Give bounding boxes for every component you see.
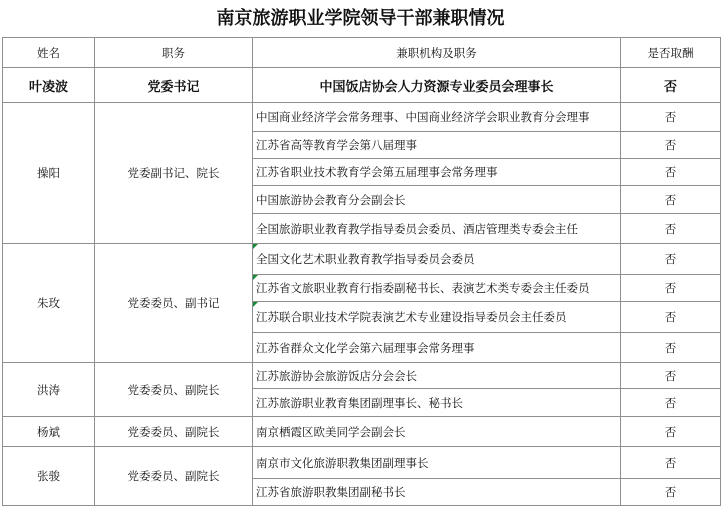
position-paid: 否 [621, 447, 721, 479]
position-paid: 否 [621, 68, 721, 103]
position-org: 江苏省高等教育学会第八届理事 [253, 132, 621, 159]
position-paid: 否 [621, 159, 721, 186]
table-row [3, 68, 721, 103]
table-row [3, 447, 721, 479]
table-row [3, 244, 721, 275]
position-paid: 否 [621, 186, 721, 214]
position-paid: 否 [621, 214, 721, 244]
header-name: 姓名 [3, 38, 95, 68]
leader-name: 洪涛 [3, 363, 95, 417]
position-org: 江苏旅游职业教育集团副理事长、秘书长 [253, 389, 621, 417]
position-paid: 否 [621, 103, 721, 132]
position-paid: 否 [621, 479, 721, 506]
position-org: 江苏省文旅职业教育行指委副秘书长、表演艺术类专委会主任委员 [253, 275, 621, 302]
position-org: 南京市文化旅游职教集团副理事长 [253, 447, 621, 479]
leader-role: 党委委员、副院长 [95, 417, 253, 447]
position-org: 全国文化艺术职业教育教学指导委员会委员 [253, 244, 621, 275]
leader-name: 张骏 [3, 447, 95, 506]
header-role: 职务 [95, 38, 253, 68]
position-paid: 否 [621, 363, 721, 389]
leader-table [2, 37, 721, 506]
position-org: 江苏联合职业技术学院表演艺术专业建设指导委员会主任委员 [253, 302, 621, 333]
leader-name: 朱玫 [3, 244, 95, 363]
leader-role: 党委委员、副院长 [95, 447, 253, 506]
position-org: 南京栖霞区欧美同学会副会长 [253, 417, 621, 447]
position-org: 江苏旅游协会旅游饭店分会会长 [253, 363, 621, 389]
leader-role: 党委委员、副书记 [95, 244, 253, 363]
position-paid: 否 [621, 333, 721, 363]
position-paid: 否 [621, 417, 721, 447]
position-org: 江苏省职业技术教育学会第五届理事会常务理事 [253, 159, 621, 186]
leader-role: 党委副书记、院长 [95, 103, 253, 244]
position-paid: 否 [621, 275, 721, 302]
header-paid: 是否取酬 [621, 38, 721, 68]
position-org: 全国旅游职业教育教学指导委员会委员、酒店管理类专委会主任 [253, 214, 621, 244]
position-org: 中国旅游协会教育分会副会长 [253, 186, 621, 214]
position-paid: 否 [621, 132, 721, 159]
leader-name: 操阳 [3, 103, 95, 244]
position-paid: 否 [621, 244, 721, 275]
position-org: 中国饭店协会人力资源专业委员会理事长 [253, 68, 621, 103]
header-positions: 兼职机构及职务 [253, 38, 621, 68]
table-row [3, 417, 721, 447]
leader-name: 叶凌波 [3, 68, 95, 103]
position-org: 中国商业经济学会常务理事、中国商业经济学会职业教育分会理事 [253, 103, 621, 132]
leader-role: 党委委员、副院长 [95, 363, 253, 417]
page-title: 南京旅游职业学院领导干部兼职情况 [216, 8, 505, 29]
leader-name: 杨斌 [3, 417, 95, 447]
position-paid: 否 [621, 389, 721, 417]
leader-role: 党委书记 [95, 68, 253, 103]
table-row [3, 103, 721, 132]
header-row [3, 38, 721, 68]
position-paid: 否 [621, 302, 721, 333]
position-org: 江苏省群众文化学会第六届理事会常务理事 [253, 333, 621, 363]
position-org: 江苏省旅游职教集团副秘书长 [253, 479, 621, 506]
table-row [3, 363, 721, 389]
